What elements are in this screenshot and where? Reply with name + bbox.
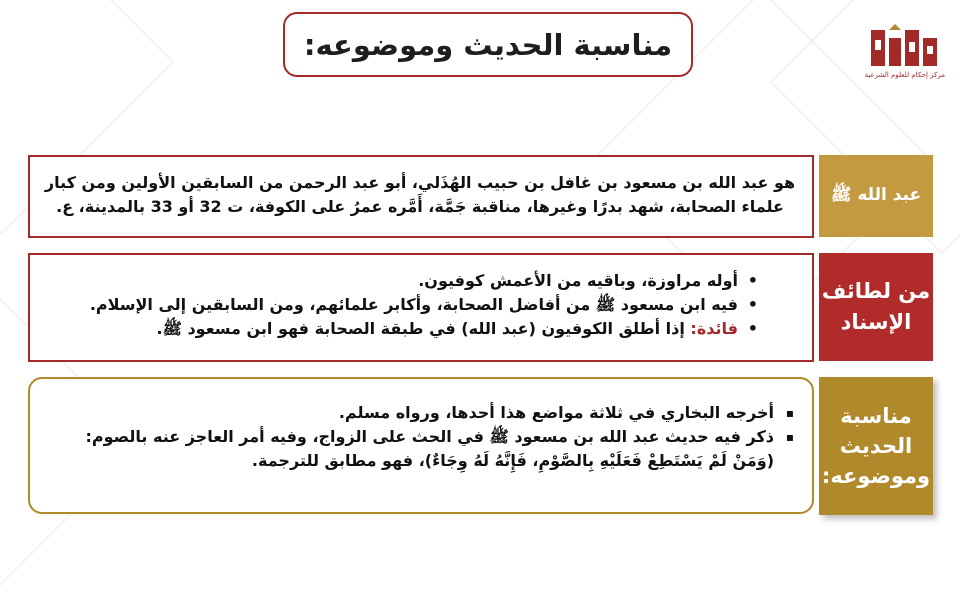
label-occasion-line2: الحديث <box>839 434 913 458</box>
list-item: ▪ ذكر فيه حديث عبد الله بن مسعود ﷺ في الحث على الزواج، وفيه أمر العاجز عنه بالصوم: <box>40 425 796 449</box>
continuation-text: (وَمَنْ لَمْ يَسْتَطِعْ فَعَلَيْهِ بِالصَّوْمِ، فَإِنَّهُ لَهُ وِجَاءٌ)، فهو مطابق للترجمة. <box>251 451 774 470</box>
label-occasion <box>819 377 933 515</box>
label-abdullah-text: عبد الله ﷺ <box>830 184 922 205</box>
biography-text: هو عبد الله بن مسعود بن غافل بن حبيب الهُذَلي، أبو عبد الرحمن من السابقين الأولين ومن كبار علماء الصحابة، شهد بدرًا وغيرها، مناقبة جَمَّة، أَمَّره عمرُ على الكوفة، ت 32 أو 33 بالمدينة، ع. <box>44 173 796 216</box>
logo <box>865 24 945 90</box>
page-title: مناسبة الحديث وموضوعه: <box>303 27 673 62</box>
label-isnad <box>819 253 933 361</box>
label-isnad-line2: الإسناد <box>840 310 912 334</box>
occasion-list <box>40 401 796 449</box>
note-text: إذا أطلق الكوفيون (عبد الله) في طبقة الصحابة فهو ابن مسعود ﷺ. <box>156 319 685 338</box>
list-item-note <box>40 317 760 341</box>
row-biography <box>28 155 814 238</box>
row-isnad <box>28 253 814 362</box>
isnad-list <box>40 269 760 341</box>
logo-subtitle: مركز إحكام للعلوم الشرعية <box>864 71 945 79</box>
list-item: • أوله مراوزة، وباقيه من الأعمش كوفيون. <box>40 269 760 293</box>
label-abdullah <box>819 155 933 237</box>
row-occasion <box>28 377 814 514</box>
list-item: • فيه ابن مسعود ﷺ من أفاضل الصحابة، وأكابر علمائهم، ومن السابقين إلى الإسلام. <box>40 293 760 317</box>
logo-mark-icon <box>869 24 939 68</box>
note-label: فائدة: <box>690 319 738 338</box>
label-isnad-line1: من لطائف <box>821 279 931 303</box>
list-item: ▪ أخرجه البخاري في ثلاثة مواضع هذا أحدها، ورواه مسلم. <box>40 401 796 425</box>
label-occasion-line3: وموضوعه: <box>821 464 931 488</box>
title-box <box>283 12 693 77</box>
label-occasion-line1: مناسبة <box>840 404 912 428</box>
